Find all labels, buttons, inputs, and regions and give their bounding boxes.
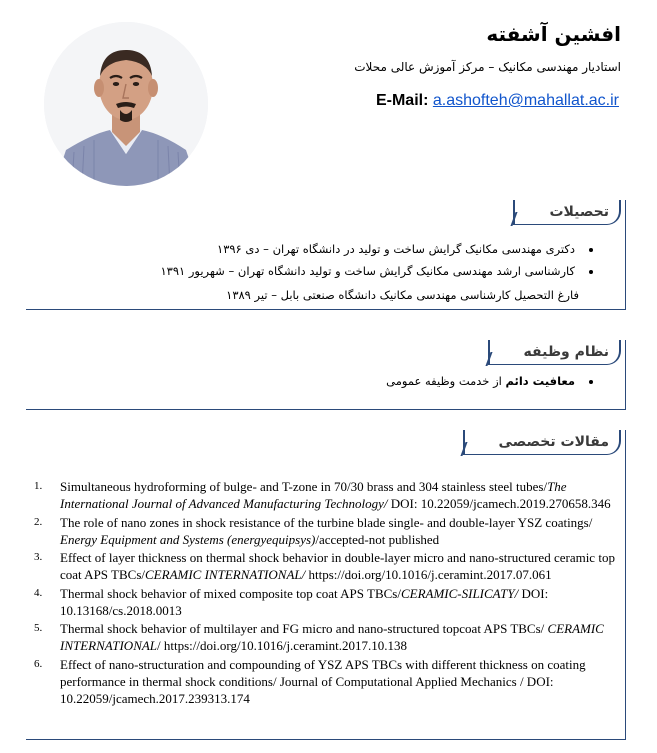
portrait-illustration — [44, 22, 208, 186]
email-label: E-Mail: — [375, 92, 429, 109]
articles-list — [30, 478, 621, 708]
article-journal: CERAMIC INTERNATIONAL/ — [145, 567, 306, 582]
list-item — [30, 478, 621, 512]
list-item — [386, 370, 579, 392]
education-extra: فارغ التحصیل کارشناسی مهندسی مکانیک دانشگاه صنعتی بابل – تیر ۱۳۸۹ — [226, 288, 579, 302]
item-number: 2. — [34, 515, 43, 528]
list-item: • دکتری مهندسی مکانیک گرایش ساخت و تولید در دانشگاه تهران – دی ۱۳۹۶ — [160, 238, 579, 260]
article-ref: https://doi.org/10.1016/j.ceramint.2017.07.061 — [305, 567, 552, 582]
article-ref: DOI: 10.22059/jcamech.2019.270658.346 — [387, 496, 611, 511]
article-title: Thermal shock behavior of multilayer and FG micro and nano-structured topcoat APS TBCs/ — [60, 621, 548, 636]
list-item — [30, 620, 621, 654]
military-heading: نظام وظیفه — [488, 340, 621, 365]
list-item — [30, 549, 621, 583]
profile-photo — [44, 22, 208, 186]
list-item: • کارشناسی ارشد مهندسی مکانیک گرایش ساخت و تولید دانشگاه تهران – شهریور ۱۳۹۱ — [160, 260, 579, 282]
email-row — [376, 92, 619, 110]
article-ref: /accepted-not published — [315, 531, 440, 547]
item-number: 6. — [34, 657, 43, 670]
article-journal: CERAMIC-SILICATY/ — [400, 585, 519, 601]
article-title: Effect of layer thickness on thermal shock behavior in double-layer micro and nano-structured ceramic top coat APS TBCs/ — [60, 550, 615, 582]
item-number: 5. — [34, 622, 43, 634]
education-list — [160, 238, 597, 282]
article-ref: DOI: 10.13168/cs.2018.0013 — [60, 585, 549, 618]
person-name: افشین آشفته — [486, 22, 621, 46]
article-title: The role of nano zones in shock resistance of the turbine blade single- and double-layer YSZ coatings/ — [60, 514, 593, 530]
list-item — [30, 585, 621, 619]
item-number: 1. — [34, 480, 43, 492]
article-title: Thermal shock behavior of mixed composite top coat APS TBCs/ — [60, 585, 401, 601]
email-link[interactable]: a.ashofteh@mahallat.ac.ir — [432, 92, 619, 109]
military-status-bold: معافیت دائم — [505, 374, 575, 388]
article-title: Effect of nano-structuration and compounding of YSZ APS TBCs with different thickness on coating performance in thermal shock conditions/ Journal of Computational Applied Mechanics / DOI: 10.22059/jcamech.2017.239313.174 — [60, 656, 586, 706]
military-section — [26, 340, 626, 410]
military-status-text: از خدمت وظیفه عمومی — [386, 374, 506, 388]
article-title: Simultaneous hydroforming of bulge- and T-zone in 70/30 brass and 304 stainless steel tubes/ — [60, 479, 548, 494]
military-list — [386, 370, 597, 392]
article-journal: CERAMIC INTERNATIONAL — [60, 621, 604, 653]
article-ref: / https://doi.org/10.1016/j.ceramint.2017.10.138 — [157, 638, 408, 653]
item-number: 4. — [34, 586, 43, 599]
article-journal: The International Journal of Advanced Manufacturing Technology/ — [60, 479, 567, 511]
education-heading: تحصیلات — [513, 200, 621, 225]
education-section — [26, 200, 626, 310]
articles-heading: مقالات تخصصی — [463, 430, 621, 455]
list-item — [30, 656, 621, 707]
job-title: استادیار مهندسی مکانیک – مرکز آموزش عالی محلات — [354, 60, 621, 74]
article-journal: Energy Equipment and Systems (energyequipsys) — [60, 531, 316, 547]
item-number: 3. — [34, 551, 43, 563]
list-item — [30, 514, 621, 548]
